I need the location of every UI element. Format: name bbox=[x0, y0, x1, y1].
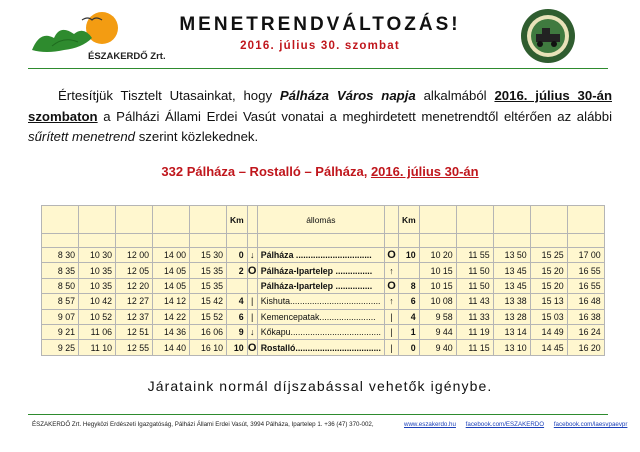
return-time: 10 08 bbox=[419, 294, 456, 309]
departure-time: 14 00 bbox=[153, 248, 190, 263]
spacer-cell bbox=[227, 234, 248, 248]
time-header-cell bbox=[419, 206, 456, 234]
departure-time: 10 30 bbox=[79, 248, 116, 263]
header-divider bbox=[28, 68, 608, 69]
km-right: 10 bbox=[398, 248, 419, 263]
departure-time: 14 36 bbox=[153, 324, 190, 339]
station-name: Pálháza ............................... bbox=[257, 248, 384, 263]
spacer-cell bbox=[257, 234, 384, 248]
time-header-cell bbox=[456, 206, 493, 234]
table-row bbox=[42, 294, 605, 309]
return-time: 9 58 bbox=[419, 309, 456, 324]
time-header-cell bbox=[79, 206, 116, 234]
time-header-cell bbox=[530, 206, 567, 234]
return-time: 10 15 bbox=[419, 278, 456, 293]
station-name: Kőkapu..................................... bbox=[257, 324, 384, 339]
timetable bbox=[41, 205, 605, 356]
table-row bbox=[42, 340, 605, 355]
spacer-cell bbox=[398, 234, 419, 248]
direction-marker-right: | bbox=[384, 324, 398, 339]
departure-time: 10 35 bbox=[79, 263, 116, 278]
route-date: 2016. július 30-án bbox=[370, 164, 479, 179]
time-header-cell bbox=[493, 206, 530, 234]
departure-time: 11 06 bbox=[79, 324, 116, 339]
footer-divider bbox=[28, 414, 608, 415]
return-time: 11 50 bbox=[456, 263, 493, 278]
return-time: 14 49 bbox=[530, 324, 567, 339]
table-row bbox=[42, 263, 605, 278]
station-name: Kemencepatak....................... bbox=[257, 309, 384, 324]
table-row bbox=[42, 324, 605, 339]
return-time: 13 28 bbox=[493, 309, 530, 324]
departure-time: 15 35 bbox=[190, 263, 227, 278]
footer-link-facebook-eszakerdo[interactable]: facebook.com/ESZAKERDO bbox=[465, 421, 545, 428]
time-header-cell bbox=[42, 206, 79, 234]
departure-time: 9 21 bbox=[42, 324, 79, 339]
spacer-cell bbox=[419, 234, 456, 248]
km-left: 10 bbox=[227, 340, 248, 355]
return-time: 16 24 bbox=[567, 324, 604, 339]
departure-time: 12 55 bbox=[116, 340, 153, 355]
km-left: 6 bbox=[227, 309, 248, 324]
table-row bbox=[42, 248, 605, 263]
km-left: 0 bbox=[227, 248, 248, 263]
notice-date: 2016. július 30-án szombaton bbox=[28, 88, 612, 124]
timetable-header-row bbox=[42, 206, 605, 234]
departure-time: 12 05 bbox=[116, 263, 153, 278]
departure-time: 12 37 bbox=[116, 309, 153, 324]
km-left bbox=[227, 278, 248, 293]
departure-time: 12 00 bbox=[116, 248, 153, 263]
direction-marker-right: ↑ bbox=[384, 294, 398, 309]
return-time: 10 20 bbox=[419, 248, 456, 263]
direction-marker-left bbox=[247, 278, 257, 293]
departure-time: 12 20 bbox=[116, 278, 153, 293]
departure-time: 15 30 bbox=[190, 248, 227, 263]
return-time: 17 00 bbox=[567, 248, 604, 263]
notice-text-3: a Pálházi Állami Erdei Vasút vonatai a meghirdetett menetrendtől eltérően az alábbi bbox=[97, 108, 612, 124]
direction-marker-left: O bbox=[247, 264, 257, 277]
return-time: 11 15 bbox=[456, 340, 493, 355]
return-time: 11 19 bbox=[456, 324, 493, 339]
return-time: 16 55 bbox=[567, 263, 604, 278]
km-right: 1 bbox=[398, 324, 419, 339]
return-time: 16 38 bbox=[567, 309, 604, 324]
time-header-cell bbox=[567, 206, 604, 234]
route-name: 332 Pálháza – Rostalló – Pálháza, bbox=[161, 164, 371, 179]
departure-time: 14 12 bbox=[153, 294, 190, 309]
return-time: 13 45 bbox=[493, 278, 530, 293]
km-right: 0 bbox=[398, 340, 419, 355]
notice-text-2: alkalmából bbox=[415, 88, 495, 103]
km-right: 6 bbox=[398, 294, 419, 309]
return-time: 15 20 bbox=[530, 263, 567, 278]
timetable-spacer-row bbox=[42, 234, 605, 248]
km-right: 8 bbox=[398, 278, 419, 293]
departure-time: 8 57 bbox=[42, 294, 79, 309]
logo-text: ÉSZAKERDŐ Zrt. bbox=[88, 51, 166, 62]
spacer-cell bbox=[530, 234, 567, 248]
departure-time: 16 10 bbox=[190, 340, 227, 355]
footer-address: ÉSZAKERDŐ Zrt. Hegyközi Erdészeti Igazgatóság, Pálházi Állami Erdei Vasút, 3994 Pálháza, Ipartelep 1. +36 (47) 370-002, bbox=[32, 421, 374, 428]
departure-time: 14 05 bbox=[153, 278, 190, 293]
departure-time: 9 07 bbox=[42, 309, 79, 324]
direction-marker-right: | bbox=[384, 340, 398, 355]
departure-time: 14 05 bbox=[153, 263, 190, 278]
departure-time: 8 35 bbox=[42, 263, 79, 278]
return-time: 11 33 bbox=[456, 309, 493, 324]
direction-marker-right: ↑ bbox=[384, 263, 398, 278]
return-time: 14 45 bbox=[530, 340, 567, 355]
spacer-cell bbox=[42, 234, 79, 248]
return-time: 15 25 bbox=[530, 248, 567, 263]
direction-marker-left: O bbox=[247, 341, 257, 354]
route-heading bbox=[0, 164, 640, 179]
direction-marker-right: O bbox=[384, 278, 398, 293]
return-time: 13 45 bbox=[493, 263, 530, 278]
notice-paragraph bbox=[28, 86, 612, 148]
spacer-cell bbox=[116, 234, 153, 248]
station-name: Pálháza-Ipartelep ............... bbox=[257, 263, 384, 278]
return-time: 11 50 bbox=[456, 278, 493, 293]
direction-marker-left: | bbox=[247, 294, 257, 309]
departure-time: 12 51 bbox=[116, 324, 153, 339]
spacer-cell bbox=[190, 234, 227, 248]
station-name: Kishuta..................................... bbox=[257, 294, 384, 309]
spacer-cell bbox=[493, 234, 530, 248]
station-header: állomás bbox=[257, 206, 384, 234]
page-subtitle: 2016. július 30. szombat bbox=[240, 40, 400, 52]
return-time: 10 15 bbox=[419, 263, 456, 278]
departure-time: 14 40 bbox=[153, 340, 190, 355]
departure-time: 16 06 bbox=[190, 324, 227, 339]
spacer-cell bbox=[567, 234, 604, 248]
table-row bbox=[42, 309, 605, 324]
spacer-cell bbox=[247, 234, 257, 248]
return-time: 11 43 bbox=[456, 294, 493, 309]
notice-text-4: szerint közlekednek. bbox=[135, 129, 259, 144]
spacer-cell bbox=[79, 234, 116, 248]
return-time: 9 40 bbox=[419, 340, 456, 355]
direction-marker-left: ↓ bbox=[247, 324, 257, 339]
time-header-cell bbox=[190, 206, 227, 234]
km-header-left: Km bbox=[227, 206, 248, 234]
return-time: 15 03 bbox=[530, 309, 567, 324]
notice-event: Pálháza Város napja bbox=[279, 88, 416, 103]
km-left: 9 bbox=[227, 324, 248, 339]
return-time: 9 44 bbox=[419, 324, 456, 339]
time-header-cell bbox=[153, 206, 190, 234]
departure-time: 10 35 bbox=[79, 278, 116, 293]
mark-header-cell bbox=[384, 206, 398, 234]
departure-time: 10 42 bbox=[79, 294, 116, 309]
notice-text-1: Értesítjük Tisztelt Utasainkat, hogy bbox=[58, 88, 280, 103]
return-time: 13 10 bbox=[493, 340, 530, 355]
footer-links bbox=[404, 421, 635, 428]
direction-marker-right: | bbox=[384, 309, 398, 324]
return-time: 16 55 bbox=[567, 278, 604, 293]
km-header-right: Km bbox=[398, 206, 419, 234]
departure-time: 15 42 bbox=[190, 294, 227, 309]
km-left: 2 bbox=[227, 263, 248, 278]
spacer-cell bbox=[384, 234, 398, 248]
km-right bbox=[398, 263, 419, 278]
departure-time: 15 35 bbox=[190, 278, 227, 293]
return-time: 11 55 bbox=[456, 248, 493, 263]
return-time: 16 48 bbox=[567, 294, 604, 309]
return-time: 15 13 bbox=[530, 294, 567, 309]
departure-time: 12 27 bbox=[116, 294, 153, 309]
return-time: 15 20 bbox=[530, 278, 567, 293]
departure-time: 10 52 bbox=[79, 309, 116, 324]
notice-schedule-type: sűrített menetrend bbox=[28, 129, 136, 144]
table-row bbox=[42, 278, 605, 293]
return-time: 16 20 bbox=[567, 340, 604, 355]
return-time: 13 38 bbox=[493, 294, 530, 309]
arrow-header-cell bbox=[247, 206, 257, 234]
direction-marker-left: ↓ bbox=[247, 248, 257, 263]
footer-link-website[interactable]: www.eszakerdo.hu bbox=[404, 421, 456, 428]
direction-marker-left: | bbox=[247, 309, 257, 324]
departure-time: 15 52 bbox=[190, 309, 227, 324]
station-name: Pálháza-Ipartelep ............... bbox=[257, 278, 384, 293]
fare-note: Járataink normál díjszabással vehetők igénybe. bbox=[147, 378, 493, 394]
spacer-cell bbox=[456, 234, 493, 248]
departure-time: 9 25 bbox=[42, 340, 79, 355]
spacer-cell bbox=[153, 234, 190, 248]
departure-time: 14 22 bbox=[153, 309, 190, 324]
return-time: 13 14 bbox=[493, 324, 530, 339]
time-header-cell bbox=[116, 206, 153, 234]
departure-time: 8 30 bbox=[42, 248, 79, 263]
station-name: Rostalló................................... bbox=[257, 340, 384, 355]
return-time: 13 50 bbox=[493, 248, 530, 263]
km-left: 4 bbox=[227, 294, 248, 309]
footer-link-facebook-laev[interactable]: facebook.com/laesvpaevpr bbox=[553, 421, 628, 428]
departure-time: 11 10 bbox=[79, 340, 116, 355]
page-title: MENETRENDVÁLTOZÁS! bbox=[179, 14, 461, 35]
km-right: 4 bbox=[398, 309, 419, 324]
departure-time: 8 50 bbox=[42, 278, 79, 293]
direction-marker-right: O bbox=[384, 248, 398, 263]
